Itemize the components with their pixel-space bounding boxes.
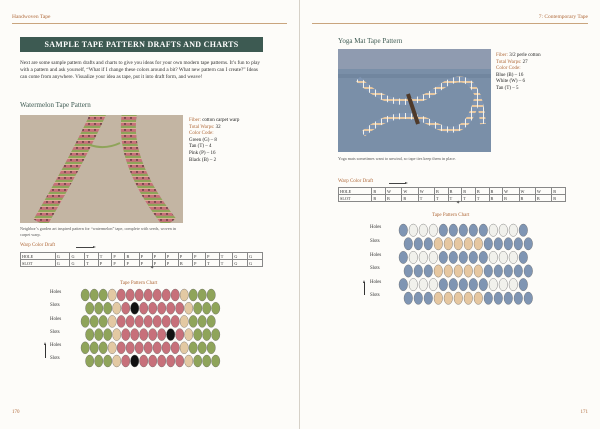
draft-cell: T	[98, 253, 112, 260]
chart-bead	[479, 224, 488, 236]
chart-bead	[113, 302, 121, 314]
draft-cell: G	[233, 260, 248, 267]
chart-bead	[90, 342, 98, 354]
chart-bead	[81, 342, 89, 354]
tape-pattern-chart	[80, 288, 230, 368]
watermelon-caption: Neighbor’s garden art inspired pattern for “watermelon” tape, complete with seeds, woven in carpet warp.	[20, 226, 176, 237]
watermelon-photo	[20, 115, 183, 223]
draft-cell: B	[462, 188, 476, 195]
center-marker: ✶	[150, 266, 155, 271]
draft-row-slot	[339, 195, 566, 202]
page-number: 170	[12, 410, 20, 415]
draft-cell: B	[489, 188, 503, 195]
draft-cell: P	[152, 260, 165, 267]
chart-bead	[158, 302, 166, 314]
chart-bead	[144, 289, 152, 301]
chart-bead	[207, 289, 215, 301]
chart-bead	[95, 302, 103, 314]
chart-bead	[153, 342, 161, 354]
warps-value: 27	[522, 59, 528, 65]
chart-bead	[140, 355, 148, 367]
draft-cell: P	[112, 253, 125, 260]
chart-bead	[162, 342, 170, 354]
draft-row-hole	[339, 188, 566, 195]
tape-pattern-chart	[398, 223, 538, 305]
weaving-direction-arrow	[45, 344, 46, 358]
chart-bead	[171, 289, 179, 301]
warps-label: Total Warps:	[496, 59, 522, 65]
chart-bead	[176, 355, 184, 367]
chart-bead	[126, 342, 134, 354]
fiber-label: Fiber:	[496, 53, 508, 58]
draft-cell: T	[448, 195, 462, 202]
watermelon-specs	[189, 118, 239, 164]
draft-cell: P	[139, 260, 152, 267]
chart-bead	[194, 355, 202, 367]
chart-bead	[399, 278, 408, 290]
chart-bead	[113, 329, 121, 341]
chart-bead	[153, 289, 161, 301]
chart-bead	[469, 278, 478, 290]
chart-bead	[434, 265, 443, 277]
draft-cell: T	[206, 260, 220, 267]
chart-bead	[464, 265, 473, 277]
chart-bead	[509, 251, 518, 263]
draft-cell: B	[402, 195, 418, 202]
chart-bead	[484, 292, 493, 304]
chart-bead	[117, 289, 125, 301]
chart-bead	[504, 292, 513, 304]
draft-cell: P	[178, 253, 192, 260]
chart-bead	[180, 342, 188, 354]
chart-bead	[449, 278, 458, 290]
chart-bead	[212, 355, 220, 367]
chart-bead	[176, 329, 184, 341]
draft-cell: B	[519, 195, 535, 202]
color-code-item: White (W) – 6	[496, 79, 526, 85]
yoga-mat-photo	[338, 49, 491, 152]
chart-bead	[469, 224, 478, 236]
chart-bead	[203, 329, 211, 341]
color-code-item: Green (G) – 8	[189, 137, 217, 143]
chart-bead	[509, 224, 518, 236]
direction-arrow	[389, 183, 406, 184]
intro-paragraph: Next are some sample pattern drafts and charts to give you ideas for your own modern tape patterns. It’s fun to play with a pattern and ask yourself, “What if I change these colors around a bit? What new pattern can I create?” Ideas can come from anywhere. Visualize your idea as tape, put it into draft form, and weave!	[20, 60, 260, 80]
chart-bead	[185, 329, 193, 341]
chart-bead	[176, 302, 184, 314]
chart-bead	[95, 355, 103, 367]
color-code-item: Tan (T) – 5	[496, 85, 519, 91]
chart-bead	[149, 329, 157, 341]
draft-cell: P	[98, 260, 112, 267]
fiber-value: cotton carpet warp	[202, 118, 240, 123]
chart-bead	[189, 315, 197, 327]
chart-bead	[459, 224, 468, 236]
chart-bead	[524, 238, 533, 250]
chart-bead	[424, 292, 433, 304]
chart-label-holes: Holes	[370, 253, 382, 258]
chart-bead	[135, 289, 143, 301]
chart-bead	[524, 292, 533, 304]
chart-bead	[117, 315, 125, 327]
chart-bead	[212, 302, 220, 314]
draft-cell: B	[503, 195, 519, 202]
chart-bead	[108, 289, 116, 301]
chart-bead	[203, 355, 211, 367]
draft-cell: W	[535, 188, 551, 195]
chart-bead	[122, 302, 130, 314]
chart-bead	[140, 329, 148, 341]
color-code-item: Black (B) – 2	[189, 157, 217, 163]
draft-cell: T	[462, 195, 476, 202]
chart-bead	[489, 251, 498, 263]
chart-bead	[489, 224, 498, 236]
chart-bead	[171, 315, 179, 327]
draft-row-label: SLOT	[21, 260, 56, 267]
draft-cell: W	[519, 188, 535, 195]
chart-label-holes: Holes	[50, 317, 62, 322]
pattern-chart-title: Tape Pattern Chart	[120, 281, 158, 286]
color-code-label: Color Code:	[189, 131, 214, 137]
draft-cell: G	[55, 260, 70, 267]
chart-bead	[113, 355, 121, 367]
draft-cell: P	[139, 253, 152, 260]
chart-bead	[104, 355, 112, 367]
fiber-value: 3/2 perle cotton	[509, 53, 541, 58]
draft-cell: G	[248, 260, 263, 267]
chart-bead	[122, 329, 130, 341]
page-number: 171	[580, 410, 588, 415]
chart-bead	[198, 342, 206, 354]
chart-label-slots: Slots	[370, 266, 380, 271]
chart-bead	[434, 238, 443, 250]
running-header: Handwoven Tape	[12, 14, 51, 20]
chart-bead	[122, 355, 130, 367]
chart-bead	[409, 278, 418, 290]
chart-bead	[509, 278, 518, 290]
draft-cell: W	[503, 188, 519, 195]
chart-bead	[524, 265, 533, 277]
draft-row-label: HOLE	[339, 188, 372, 195]
chart-bead	[414, 238, 423, 250]
chart-bead	[86, 355, 94, 367]
draft-cell: B	[385, 195, 401, 202]
chart-bead	[194, 329, 202, 341]
draft-cell: B	[435, 188, 449, 195]
chart-bead	[149, 302, 157, 314]
draft-cell: W	[418, 188, 434, 195]
chart-bead	[167, 355, 175, 367]
chart-bead	[135, 315, 143, 327]
chart-bead	[474, 292, 483, 304]
chart-bead	[399, 224, 408, 236]
chart-bead	[459, 278, 468, 290]
chart-bead	[95, 329, 103, 341]
warp-color-draft	[20, 252, 263, 267]
color-code-item: Blue (B) – 16	[496, 72, 524, 78]
draft-cell: G	[70, 253, 85, 260]
chart-bead	[149, 355, 157, 367]
warps-value: 32	[215, 124, 221, 130]
chart-bead	[449, 251, 458, 263]
chart-bead	[198, 289, 206, 301]
color-code-label: Color Code:	[496, 66, 521, 72]
draft-cell: B	[372, 195, 386, 202]
draft-cell: B	[178, 260, 192, 267]
draft-cell: P	[152, 253, 165, 260]
chart-bead	[454, 265, 463, 277]
chart-bead	[479, 251, 488, 263]
yoga-mat-specs	[496, 53, 541, 93]
chart-bead	[429, 278, 438, 290]
chart-bead	[104, 329, 112, 341]
chart-bead	[429, 224, 438, 236]
chart-bead	[464, 292, 473, 304]
chart-bead	[469, 251, 478, 263]
draft-cell: G	[233, 253, 248, 260]
draft-cell: G	[70, 260, 85, 267]
chart-bead	[86, 302, 94, 314]
draft-cell: T	[85, 260, 99, 267]
draft-cell: B	[125, 253, 139, 260]
pattern-chart-title: Tape Pattern Chart	[432, 213, 470, 218]
chart-bead	[484, 238, 493, 250]
fiber-label: Fiber:	[189, 118, 201, 123]
chart-bead	[404, 238, 413, 250]
color-code-item: Pink (P) – 16	[189, 150, 216, 156]
chart-bead	[449, 224, 458, 236]
draft-cell: T	[418, 195, 434, 202]
chart-bead	[504, 238, 513, 250]
chart-bead	[162, 289, 170, 301]
chart-bead	[212, 329, 220, 341]
chart-bead	[99, 342, 107, 354]
chart-bead	[514, 265, 523, 277]
chart-bead	[144, 342, 152, 354]
draft-row-hole	[21, 253, 263, 260]
chart-bead	[444, 265, 453, 277]
chart-bead	[454, 292, 463, 304]
chart-bead	[474, 265, 483, 277]
chart-bead	[189, 289, 197, 301]
chart-bead	[108, 342, 116, 354]
draft-cell: B	[552, 188, 566, 195]
chart-bead	[90, 289, 98, 301]
draft-cell: T	[219, 260, 233, 267]
draft-cell: B	[448, 188, 462, 195]
draft-cell: P	[165, 260, 178, 267]
chart-bead	[180, 289, 188, 301]
chart-bead	[519, 278, 528, 290]
chart-bead	[419, 278, 428, 290]
chart-bead	[474, 238, 483, 250]
header-rule	[12, 23, 287, 24]
chart-bead	[189, 342, 197, 354]
chart-bead	[489, 278, 498, 290]
chart-bead	[439, 251, 448, 263]
chart-bead	[409, 224, 418, 236]
warp-draft-title: Warp Color Draft	[338, 179, 374, 184]
chart-bead	[158, 329, 166, 341]
chart-bead	[135, 342, 143, 354]
chart-bead	[499, 278, 508, 290]
color-code-item: Tan (T) – 4	[189, 144, 212, 150]
right-page	[300, 0, 600, 429]
draft-row-slot	[21, 260, 263, 267]
chart-label-holes: Holes	[370, 280, 382, 285]
chart-label-holes: Holes	[50, 343, 62, 348]
chart-bead	[90, 315, 98, 327]
chart-bead	[117, 342, 125, 354]
chart-bead	[198, 315, 206, 327]
center-marker: ✶	[456, 201, 461, 206]
chart-bead	[104, 302, 112, 314]
draft-row-label: HOLE	[21, 253, 56, 260]
chart-label-holes: Holes	[370, 225, 382, 230]
yoga-mat-caption: Yoga mats sometimes want to unwind, so tape ties keep them in place.	[338, 156, 456, 161]
chart-bead	[514, 292, 523, 304]
chart-bead	[459, 251, 468, 263]
watermelon-title: Watermelon Tape Pattern	[20, 101, 91, 109]
chart-bead	[81, 289, 89, 301]
chart-bead	[444, 292, 453, 304]
chart-bead	[484, 265, 493, 277]
draft-cell: P	[125, 260, 139, 267]
draft-row-label: SLOT	[339, 195, 372, 202]
chart-bead	[494, 292, 503, 304]
warp-color-draft	[338, 187, 566, 202]
chart-bead	[207, 342, 215, 354]
chart-bead	[434, 292, 443, 304]
draft-cell: B	[372, 188, 386, 195]
chart-bead	[140, 302, 148, 314]
chart-bead	[429, 251, 438, 263]
chart-bead	[404, 265, 413, 277]
chart-bead	[419, 251, 428, 263]
chart-label-slots: Slots	[50, 330, 60, 335]
chart-bead	[144, 315, 152, 327]
draft-cell: T	[435, 195, 449, 202]
chart-bead	[479, 278, 488, 290]
chart-bead	[439, 224, 448, 236]
chart-bead	[519, 251, 528, 263]
chart-bead	[185, 355, 193, 367]
chart-bead	[404, 292, 413, 304]
chart-bead	[494, 238, 503, 250]
draft-cell: W	[402, 188, 418, 195]
chart-bead	[108, 315, 116, 327]
chart-bead	[131, 355, 139, 367]
yoga-mat-title: Yoga Mat Tape Pattern	[338, 37, 403, 45]
chart-bead	[171, 342, 179, 354]
chart-bead	[131, 302, 139, 314]
chart-bead	[514, 238, 523, 250]
chart-label-holes: Holes	[50, 290, 62, 295]
section-banner: SAMPLE TAPE PATTERN DRAFTS AND CHARTS	[20, 37, 263, 52]
weaving-direction-arrow	[364, 282, 365, 295]
draft-cell: B	[535, 195, 551, 202]
chart-bead	[444, 238, 453, 250]
draft-cell: P	[165, 253, 178, 260]
draft-cell: P	[193, 260, 206, 267]
draft-cell: P	[193, 253, 206, 260]
chart-bead	[81, 315, 89, 327]
draft-cell: B	[489, 195, 503, 202]
draft-cell: B	[552, 195, 566, 202]
chart-bead	[464, 238, 473, 250]
chart-bead	[162, 315, 170, 327]
chart-bead	[131, 329, 139, 341]
chart-bead	[99, 289, 107, 301]
warps-label: Total Warps:	[189, 124, 215, 130]
draft-cell: T	[85, 253, 99, 260]
chart-label-slots: Slots	[370, 239, 380, 244]
chart-bead	[207, 315, 215, 327]
draft-cell: T	[475, 195, 489, 202]
chart-bead	[414, 265, 423, 277]
chart-bead	[419, 224, 428, 236]
chart-bead	[185, 302, 193, 314]
chart-bead	[180, 315, 188, 327]
chart-bead	[424, 238, 433, 250]
chart-bead	[494, 265, 503, 277]
chart-bead	[86, 329, 94, 341]
chart-bead	[439, 278, 448, 290]
chart-bead	[504, 265, 513, 277]
chart-bead	[399, 251, 408, 263]
draft-cell: P	[206, 253, 220, 260]
chart-bead	[158, 355, 166, 367]
chart-bead	[167, 329, 175, 341]
direction-arrow	[76, 247, 94, 248]
chart-bead	[499, 224, 508, 236]
chart-bead	[454, 238, 463, 250]
draft-cell: G	[55, 253, 70, 260]
chart-bead	[409, 251, 418, 263]
chart-bead	[153, 315, 161, 327]
draft-cell: W	[385, 188, 401, 195]
header-rule	[312, 23, 588, 24]
chart-bead	[414, 292, 423, 304]
draft-cell: T	[219, 253, 233, 260]
chart-bead	[424, 265, 433, 277]
chart-bead	[203, 302, 211, 314]
draft-cell: P	[112, 260, 125, 267]
chart-bead	[126, 315, 134, 327]
warp-draft-title: Warp Color Draft	[20, 243, 56, 248]
chart-bead	[194, 302, 202, 314]
chart-label-slots: Slots	[50, 356, 60, 361]
running-header: 7: Contemporary Tape	[538, 14, 588, 20]
chart-bead	[167, 302, 175, 314]
draft-cell: G	[248, 253, 263, 260]
chart-bead	[99, 315, 107, 327]
chart-bead	[126, 289, 134, 301]
draft-cell: B	[475, 188, 489, 195]
chart-bead	[519, 224, 528, 236]
chart-label-slots: Slots	[50, 303, 60, 308]
chart-label-slots: Slots	[370, 293, 380, 298]
chart-bead	[499, 251, 508, 263]
